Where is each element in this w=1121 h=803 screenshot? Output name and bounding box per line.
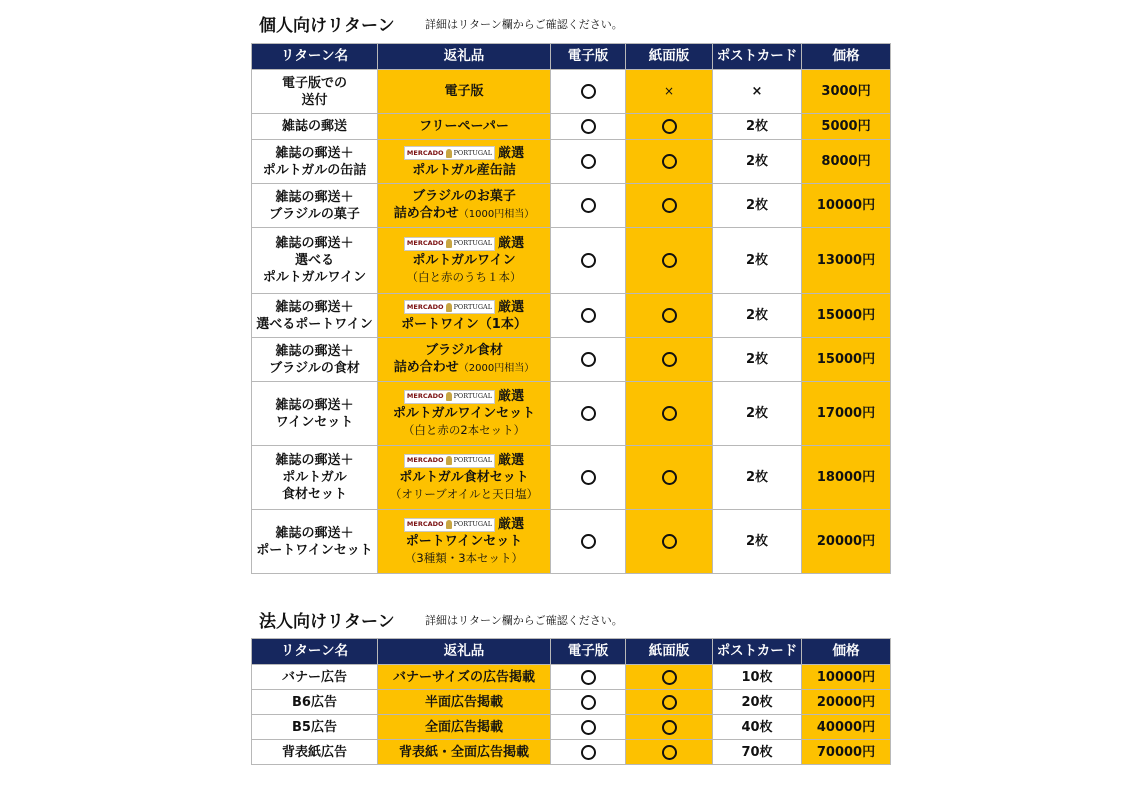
return-name-line: 雑誌の郵送＋ (275, 343, 354, 359)
gift-line: （3種類・3本セット） (404, 551, 524, 565)
gift-cell (378, 140, 551, 184)
column-header: 価格 (802, 639, 891, 665)
postcard-cell (713, 446, 802, 510)
postcard-count: 2枚 (745, 253, 769, 268)
gift-line-wrap (378, 342, 550, 359)
gift-line-wrap (378, 269, 550, 286)
emblem-icon (446, 239, 452, 248)
postcard-count: × (751, 84, 763, 99)
paper-cell (626, 715, 713, 740)
gift-line-wrap (378, 235, 550, 252)
gift-line: 厳選 (498, 236, 525, 251)
gift-line: 詰め合わせ (393, 360, 459, 375)
mercado-portugal-logo (404, 518, 495, 532)
return-name-line: 選べるポートワイン (256, 316, 373, 332)
gift-note: （1000円相当） (458, 209, 535, 220)
gift-line: 厳選 (498, 299, 525, 315)
gift-line-wrap (378, 205, 550, 223)
gift-line: （オリーブオイルと天日塩） (389, 487, 539, 501)
gift-line: 半面広告掲載 (424, 694, 503, 710)
emblem-icon (446, 392, 452, 401)
logo-mercado-text: MERCADO (406, 302, 444, 311)
return-name-cell (252, 140, 378, 184)
gift-line-wrap (378, 486, 550, 503)
circle-mark (581, 534, 596, 549)
individual-title: 個人向けリターン (259, 16, 395, 36)
circle-mark (581, 670, 596, 685)
gift-cell (378, 382, 551, 446)
mercado-portugal-logo (404, 454, 495, 468)
postcard-cell (713, 114, 802, 140)
emblem-icon (446, 149, 452, 158)
circle-mark (662, 720, 677, 735)
return-name-line: 雑誌の郵送＋ (275, 299, 354, 315)
price-value: 18000円 (816, 470, 876, 485)
gift-line: ポルトガルワインセット (392, 406, 536, 421)
circle-mark (662, 470, 677, 485)
paper-cell (626, 70, 713, 114)
circle-mark (662, 695, 677, 710)
gift-cell (378, 715, 551, 740)
gift-line-wrap (378, 252, 550, 269)
circle-mark (581, 406, 596, 421)
circle-mark (581, 154, 596, 169)
emblem-icon (446, 303, 452, 312)
return-name-cell (252, 228, 378, 294)
paper-cell (626, 690, 713, 715)
circle-mark (662, 670, 677, 685)
postcard-count: 40枚 (741, 719, 773, 735)
column-header: ポストカード (713, 44, 802, 70)
price-value: 70000円 (816, 744, 876, 760)
price-cell (802, 70, 891, 114)
gift-cell (378, 70, 551, 114)
table-row (252, 510, 891, 574)
gift-line: 厳選 (498, 145, 525, 161)
paper-cell (626, 446, 713, 510)
return-name-cell (252, 70, 378, 114)
postcard-count: 2枚 (745, 470, 769, 485)
postcard-cell (713, 70, 802, 114)
gift-line-wrap (378, 469, 550, 486)
table-row (252, 184, 891, 228)
postcard-cell (713, 382, 802, 446)
return-name-cell (252, 294, 378, 338)
digital-cell (551, 510, 626, 574)
return-name-line: 雑誌の郵送＋ (275, 145, 354, 161)
logo-mercado-text: MERCADO (406, 456, 444, 464)
gift-line: （白と赤のうち１本） (406, 270, 522, 284)
column-header: 返礼品 (378, 44, 551, 70)
price-cell (802, 510, 891, 574)
circle-mark (581, 470, 596, 485)
table-row (252, 446, 891, 510)
digital-cell (551, 338, 626, 382)
gift-line: 詰め合わせ (393, 206, 459, 221)
table-row (252, 228, 891, 294)
gift-line: フリーペーパー (419, 119, 509, 134)
circle-mark (581, 84, 596, 99)
circle-mark (581, 695, 596, 710)
logo-mercado-text: MERCADO (406, 148, 444, 157)
emblem-icon (446, 456, 452, 465)
return-name-cell (252, 184, 378, 228)
gift-line-wrap (378, 405, 550, 422)
circle-mark (581, 253, 596, 268)
return-name-cell (252, 690, 378, 715)
gift-line: 厳選 (498, 517, 525, 532)
return-name-line: 背表紙広告 (281, 744, 347, 760)
paper-cell (626, 114, 713, 140)
return-name-cell (252, 665, 378, 690)
table-row (252, 70, 891, 114)
price-value: 10000円 (816, 198, 876, 213)
gift-line-wrap (378, 388, 550, 405)
emblem-icon (446, 520, 452, 529)
circle-mark (662, 119, 677, 134)
return-name-line: ポルトガル (282, 470, 347, 485)
paper-cell (626, 740, 713, 765)
gift-cell (378, 446, 551, 510)
postcard-count: 2枚 (745, 308, 769, 323)
price-cell (802, 338, 891, 382)
return-name-line: ポルトガルワイン (262, 270, 367, 285)
price-cell (802, 382, 891, 446)
price-cell (802, 114, 891, 140)
mercado-portugal-logo (404, 390, 495, 404)
table-row (252, 140, 891, 184)
price-value: 17000円 (816, 406, 876, 421)
postcard-cell (713, 715, 802, 740)
logo-mercado-text: MERCADO (406, 392, 444, 400)
return-name-line: 雑誌の郵送 (281, 119, 347, 134)
postcard-cell (713, 338, 802, 382)
return-name-cell (252, 446, 378, 510)
return-name-cell (252, 510, 378, 574)
paper-cell (626, 294, 713, 338)
column-header: ポストカード (713, 639, 802, 665)
gift-line-wrap (378, 744, 550, 761)
logo-portugal-text: PORTUGAL (453, 302, 493, 311)
corporate-note: 詳細はリターン欄からご確認ください。 (425, 614, 623, 627)
digital-cell (551, 70, 626, 114)
individual-note: 詳細はリターン欄からご確認ください。 (425, 18, 623, 31)
return-name-line: 雑誌の郵送＋ (275, 525, 354, 541)
price-value: 40000円 (816, 719, 876, 735)
gift-line-wrap (378, 533, 550, 550)
digital-cell (551, 715, 626, 740)
column-header: 紙面版 (626, 44, 713, 70)
price-cell (802, 446, 891, 510)
return-name-line: ワインセット (275, 414, 354, 430)
price-cell (802, 228, 891, 294)
paper-cell (626, 338, 713, 382)
corporate-returns-table (251, 638, 891, 765)
gift-line-wrap (378, 516, 550, 533)
postcard-cell (713, 690, 802, 715)
gift-cell (378, 114, 551, 140)
gift-line-wrap (378, 83, 550, 100)
gift-line: ポートワイン（1本） (401, 316, 527, 332)
circle-mark (581, 119, 596, 134)
gift-line: ポートワインセット (405, 534, 523, 549)
table-row (252, 715, 891, 740)
return-name-line: ブラジルの食材 (269, 360, 360, 376)
postcard-count: 2枚 (745, 198, 769, 213)
postcard-count: 2枚 (745, 534, 769, 549)
column-header: 電子版 (551, 639, 626, 665)
column-header: 価格 (802, 44, 891, 70)
gift-line-wrap (378, 550, 550, 567)
logo-portugal-text: PORTUGAL (453, 520, 493, 528)
cross-mark: × (663, 84, 675, 98)
digital-cell (551, 446, 626, 510)
circle-mark (662, 745, 677, 760)
return-name-line: 雑誌の郵送＋ (275, 453, 354, 468)
circle-mark (662, 534, 677, 549)
return-name-cell (252, 338, 378, 382)
postcard-count: 10枚 (741, 669, 773, 685)
logo-portugal-text: PORTUGAL (453, 456, 493, 464)
price-cell (802, 294, 891, 338)
table-row (252, 382, 891, 446)
circle-mark (662, 253, 677, 268)
gift-line: バナーサイズの広告掲載 (393, 669, 535, 685)
price-value: 5000円 (821, 119, 871, 134)
digital-cell (551, 690, 626, 715)
return-name-cell (252, 715, 378, 740)
gift-line-wrap (378, 359, 550, 377)
table-row (252, 690, 891, 715)
logo-portugal-text: PORTUGAL (453, 239, 493, 247)
circle-mark (581, 720, 596, 735)
postcard-cell (713, 294, 802, 338)
price-cell (802, 740, 891, 765)
price-cell (802, 140, 891, 184)
price-cell (802, 690, 891, 715)
individual-returns-table (251, 43, 891, 574)
postcard-count: 2枚 (745, 352, 769, 367)
gift-cell (378, 294, 551, 338)
return-name-cell (252, 740, 378, 765)
paper-cell (626, 184, 713, 228)
return-name-line: 雑誌の郵送＋ (275, 236, 354, 251)
gift-line-wrap (378, 299, 550, 316)
price-value: 15000円 (816, 308, 876, 323)
price-cell (802, 665, 891, 690)
return-name-line: B6広告 (292, 694, 337, 710)
circle-mark (581, 308, 596, 323)
return-name-line: 電子版での (281, 75, 347, 91)
gift-line: 背表紙・全面広告掲載 (398, 744, 529, 760)
gift-cell (378, 665, 551, 690)
paper-cell (626, 140, 713, 184)
mercado-portugal-logo (404, 237, 495, 251)
circle-mark (581, 198, 596, 213)
column-header: リターン名 (252, 44, 378, 70)
logo-mercado-text: MERCADO (406, 239, 444, 247)
circle-mark (662, 198, 677, 213)
digital-cell (551, 294, 626, 338)
gift-line-wrap (378, 669, 550, 686)
gift-note: （2000円相当） (458, 363, 535, 374)
gift-line-wrap (378, 162, 550, 179)
return-name-line: ブラジルの菓子 (269, 206, 360, 222)
logo-mercado-text: MERCADO (406, 520, 444, 528)
corporate-title: 法人向けリターン (259, 612, 395, 632)
circle-mark (662, 154, 677, 169)
price-cell (802, 715, 891, 740)
return-name-line: 雑誌の郵送＋ (275, 189, 354, 205)
digital-cell (551, 665, 626, 690)
table-row (252, 294, 891, 338)
postcard-cell (713, 665, 802, 690)
postcard-cell (713, 184, 802, 228)
gift-line-wrap (378, 316, 550, 333)
gift-line-wrap (378, 694, 550, 711)
paper-cell (626, 382, 713, 446)
return-name-line: 雑誌の郵送＋ (275, 397, 354, 413)
postcard-count: 20枚 (741, 694, 773, 710)
paper-cell (626, 665, 713, 690)
return-name-line: ポルトガルの缶詰 (262, 162, 367, 178)
postcard-count: 70枚 (741, 744, 773, 760)
return-name-cell (252, 382, 378, 446)
gift-line: 電子版 (444, 84, 484, 99)
price-value: 13000円 (816, 253, 876, 268)
gift-line: 厳選 (498, 389, 525, 404)
table-row (252, 114, 891, 140)
gift-line-wrap (378, 452, 550, 469)
gift-cell (378, 740, 551, 765)
return-name-cell (252, 114, 378, 140)
digital-cell (551, 382, 626, 446)
digital-cell (551, 740, 626, 765)
gift-line-wrap (378, 118, 550, 135)
paper-cell (626, 510, 713, 574)
gift-line: ポルトガル産缶詰 (412, 162, 516, 178)
circle-mark (662, 406, 677, 421)
price-value: 20000円 (816, 534, 876, 549)
table-row (252, 665, 891, 690)
circle-mark (581, 745, 596, 760)
circle-mark (662, 308, 677, 323)
postcard-cell (713, 228, 802, 294)
return-name-line: バナー広告 (281, 669, 347, 685)
gift-line: （白と赤の2本セット） (402, 423, 526, 437)
mercado-portugal-logo (404, 300, 495, 314)
gift-line: ブラジルのお菓子 (412, 189, 516, 204)
gift-line: 全面広告掲載 (424, 719, 503, 735)
logo-portugal-text: PORTUGAL (453, 392, 493, 400)
table-row (252, 740, 891, 765)
return-name-line: ポートワインセット (256, 542, 373, 558)
return-name-line: 選べる (294, 253, 334, 268)
column-header: 返礼品 (378, 639, 551, 665)
gift-line-wrap (378, 188, 550, 205)
return-name-line: 食材セット (281, 487, 347, 502)
postcard-cell (713, 510, 802, 574)
circle-mark (662, 352, 677, 367)
gift-cell (378, 228, 551, 294)
paper-cell (626, 228, 713, 294)
price-value: 10000円 (816, 669, 876, 685)
digital-cell (551, 114, 626, 140)
price-cell (802, 184, 891, 228)
gift-cell (378, 184, 551, 228)
gift-line-wrap (378, 145, 550, 162)
mercado-portugal-logo (404, 146, 495, 160)
gift-line: ポルトガル食材セット (399, 470, 529, 485)
gift-line-wrap (378, 422, 550, 439)
column-header: 電子版 (551, 44, 626, 70)
gift-line-wrap (378, 719, 550, 736)
gift-cell (378, 338, 551, 382)
digital-cell (551, 140, 626, 184)
digital-cell (551, 228, 626, 294)
postcard-count: 2枚 (745, 119, 769, 134)
return-name-line: 送付 (301, 92, 328, 108)
column-header: 紙面版 (626, 639, 713, 665)
gift-cell (378, 510, 551, 574)
gift-cell (378, 690, 551, 715)
return-name-line: B5広告 (292, 719, 337, 735)
table-row (252, 338, 891, 382)
gift-line: ポルトガルワイン (412, 253, 516, 268)
column-header: リターン名 (252, 639, 378, 665)
gift-line: ブラジル食材 (425, 343, 503, 358)
price-value: 15000円 (816, 352, 876, 367)
price-value: 3000円 (821, 84, 871, 99)
price-value: 8000円 (821, 154, 871, 169)
gift-line: 厳選 (498, 453, 525, 468)
digital-cell (551, 184, 626, 228)
price-value: 20000円 (816, 694, 876, 710)
postcard-count: 2枚 (745, 406, 769, 421)
postcard-cell (713, 740, 802, 765)
circle-mark (581, 352, 596, 367)
postcard-cell (713, 140, 802, 184)
postcard-count: 2枚 (745, 154, 769, 169)
logo-portugal-text: PORTUGAL (453, 148, 493, 157)
